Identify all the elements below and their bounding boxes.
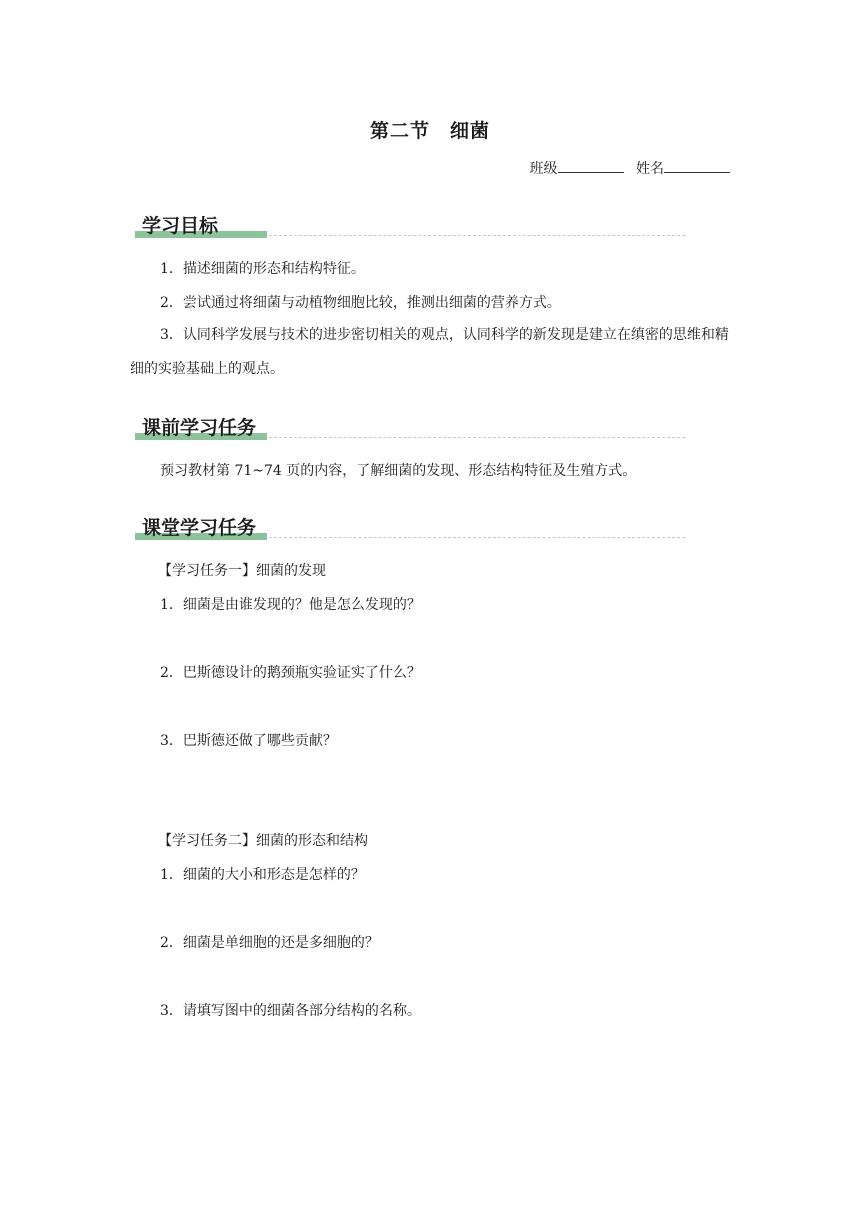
objective-item: 3．认同科学发展与技术的进步密切相关的观点，认同科学的新发现是建立在缜密的思维和精细的实验基础上的观点。 (130, 327, 729, 377)
preclass-text: 预习教材第 71~74 页的内容，了解细菌的发现、形态结构特征及生殖方式。 (160, 463, 637, 479)
task-question: 1．细菌是由谁发现的？他是怎么发现的？ (160, 597, 421, 613)
objective-item: 2．尝试通过将细菌与动植物细胞比较，推测出细菌的营养方式。 (160, 295, 561, 311)
section-divider (269, 437, 685, 438)
section-header-preclass (135, 414, 685, 440)
name-blank[interactable] (664, 158, 730, 173)
task-question: 2．细菌是单细胞的还是多细胞的？ (160, 935, 379, 951)
section-title: 课前学习任务 (142, 417, 257, 439)
class-label: 班级 (529, 161, 558, 177)
class-name-line (530, 158, 730, 178)
section-title: 学习目标 (142, 215, 219, 237)
class-blank[interactable] (558, 158, 624, 173)
section-divider (269, 235, 685, 236)
page-title: 第二节 细菌 (369, 120, 490, 142)
name-label: 姓名 (636, 161, 664, 177)
task-question: 1．细菌的大小和形态是怎样的？ (160, 867, 365, 883)
section-header-inclass (135, 514, 685, 540)
task-heading: 【学习任务二】细菌的形态和结构 (158, 833, 368, 849)
task-question: 2．巴斯德设计的鹅颈瓶实验证实了什么？ (160, 665, 421, 681)
section-divider (269, 537, 685, 538)
section-header-objectives (135, 212, 685, 238)
task-heading: 【学习任务一】细菌的发现 (158, 563, 326, 579)
task-question: 3．请填写图中的细菌各部分结构的名称。 (160, 1003, 421, 1019)
section-title: 课堂学习任务 (142, 517, 257, 539)
task-question: 3．巴斯德还做了哪些贡献？ (160, 733, 337, 749)
objective-item: 1．描述细菌的形态和结构特征。 (160, 261, 365, 277)
